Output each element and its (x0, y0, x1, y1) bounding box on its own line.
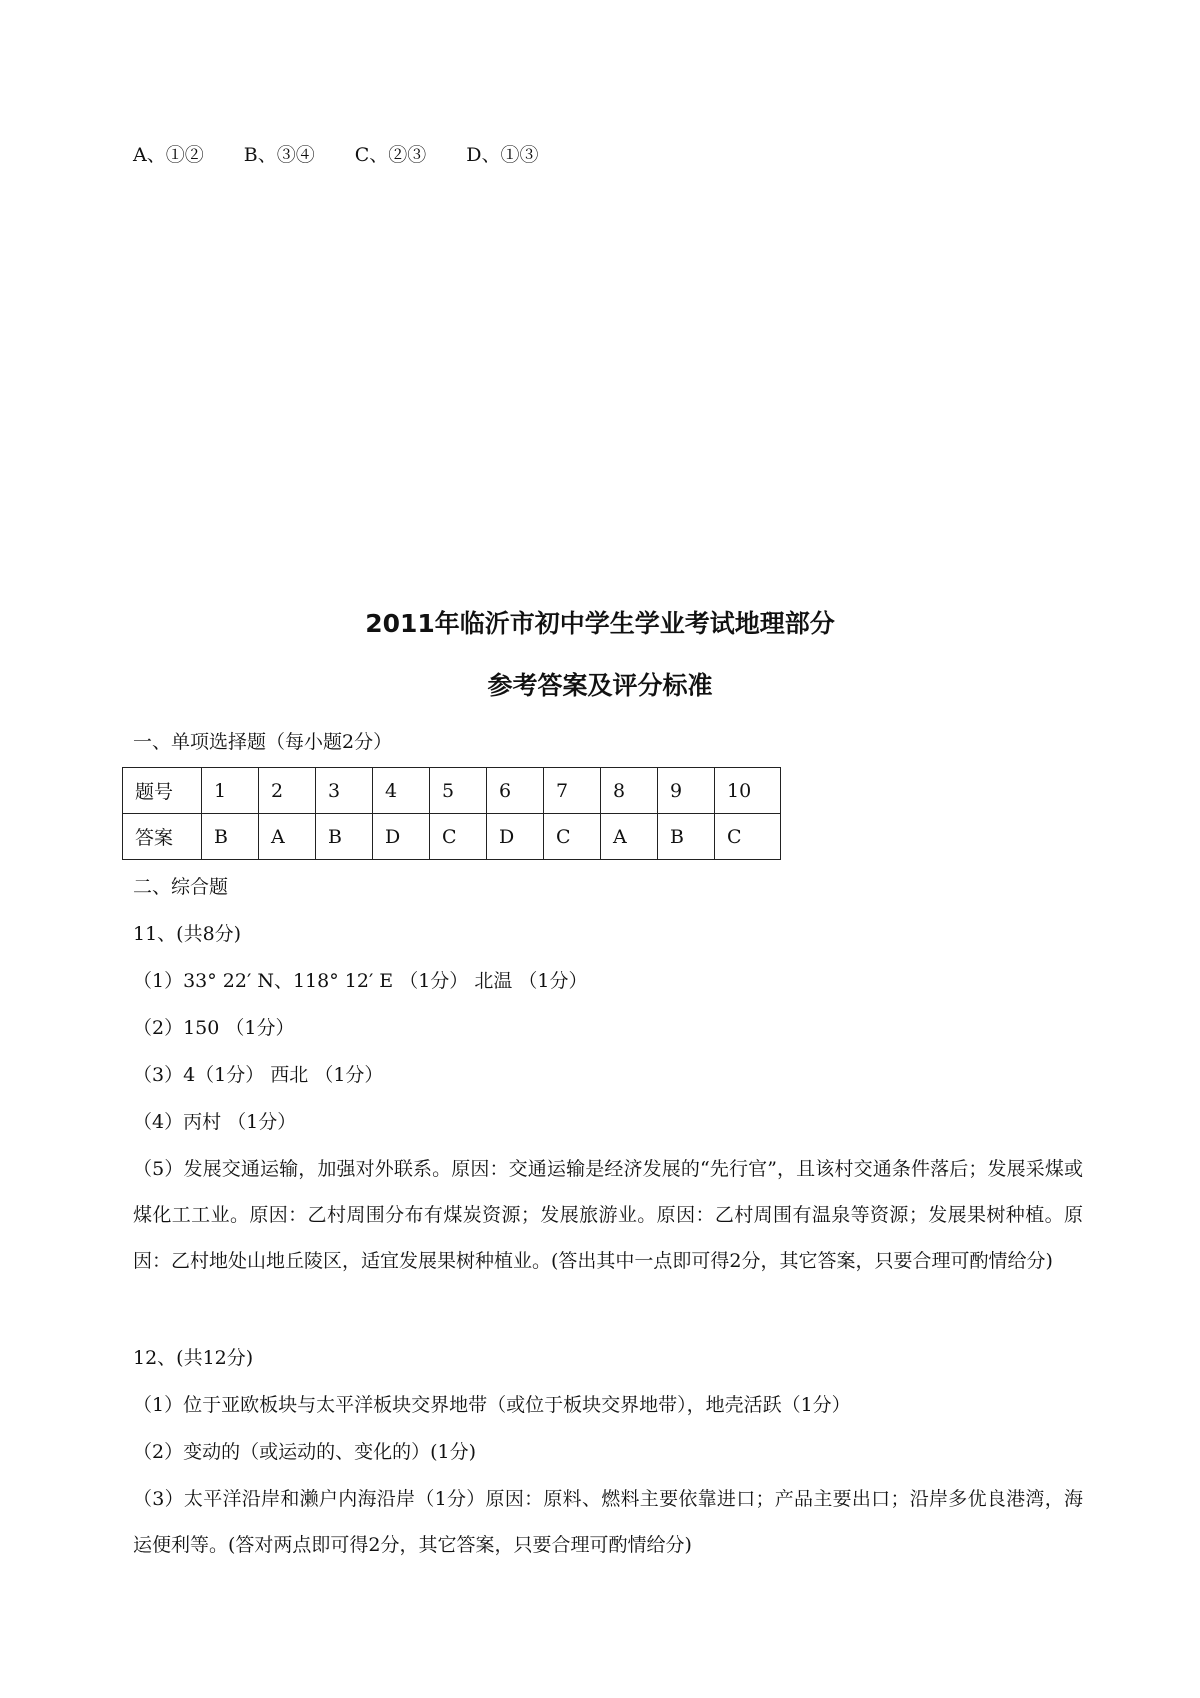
table-cell: 3 (316, 768, 373, 814)
section-heading-2: 二、综合题 (133, 876, 229, 898)
table-cell: 5 (430, 768, 487, 814)
table-cell: 9 (658, 768, 715, 814)
table-cell: B (658, 814, 715, 860)
table-cell: 4 (373, 768, 430, 814)
option-a: A、①② (133, 144, 204, 166)
q11-answer-1: （1）33° 22′ N、118° 12′ E （1分） 北温 （1分） (133, 970, 588, 992)
row-label-answer: 答案 (123, 814, 202, 860)
option-c: C、②③ (354, 144, 427, 166)
table-cell: 2 (259, 768, 316, 814)
table-cell: 6 (487, 768, 544, 814)
q11-answer-3: （3）4（1分） 西北 （1分） (133, 1064, 384, 1086)
section-heading-1: 一、单项选择题（每小题2分） (133, 731, 393, 753)
table-cell: C (430, 814, 487, 860)
q12-answer-3: （3）太平洋沿岸和濑户内海沿岸（1分）原因：原料、燃料主要依靠进口；产品主要出口；沿岸多优良港湾，海运便利等。(答对两点即可得2分，其它答案，只要合理可酌情给分) (133, 1488, 1083, 1556)
q11-answer-5: （5）发展交通运输，加强对外联系。原因：交通运输是经济发展的“先行官”，且该村交通条件落后；发展采煤或煤化工工业。原因：乙村周围分布有煤炭资源；发展旅游业。原因：乙村周围有温泉等资源；发展果树种植。原因：乙村地处山地丘陵区，适宜发展果树种植业。(答出其中一点即可得2分，其它答案，只要合理可酌情给分) (133, 1158, 1083, 1272)
table-cell: 8 (601, 768, 658, 814)
table-cell: C (544, 814, 601, 860)
answer-table (122, 767, 781, 860)
page-subtitle: 参考答案及评分标准 (487, 671, 713, 700)
q12-answer-2: （2）变动的（或运动的、变化的）(1分) (133, 1441, 477, 1463)
table-cell: B (202, 814, 259, 860)
table-row-numbers (123, 768, 781, 814)
table-cell: B (316, 814, 373, 860)
table-cell: C (715, 814, 781, 860)
table-cell: 1 (202, 768, 259, 814)
table-row-answers (123, 814, 781, 860)
table-cell: 7 (544, 768, 601, 814)
q12-answer-1: （1）位于亚欧板块与太平洋板块交界地带（或位于板块交界地带），地壳活跃（1分） (133, 1394, 851, 1416)
q11-answer-4: （4）丙村 （1分） (133, 1111, 297, 1133)
q11-header: 11、(共8分) (133, 923, 242, 945)
q11-answer-2: （2）150 （1分） (133, 1017, 295, 1039)
q12-header: 12、(共12分) (133, 1347, 254, 1369)
table-cell: A (259, 814, 316, 860)
table-cell: 10 (715, 768, 781, 814)
table-cell: A (601, 814, 658, 860)
answer-options (133, 143, 578, 167)
page-title: 2011年临沂市初中学生学业考试地理部分 (365, 609, 835, 638)
option-d: D、①③ (466, 144, 539, 166)
table-cell: D (487, 814, 544, 860)
option-b: B、③④ (243, 144, 315, 166)
table-cell: D (373, 814, 430, 860)
row-label-number: 题号 (123, 768, 202, 814)
